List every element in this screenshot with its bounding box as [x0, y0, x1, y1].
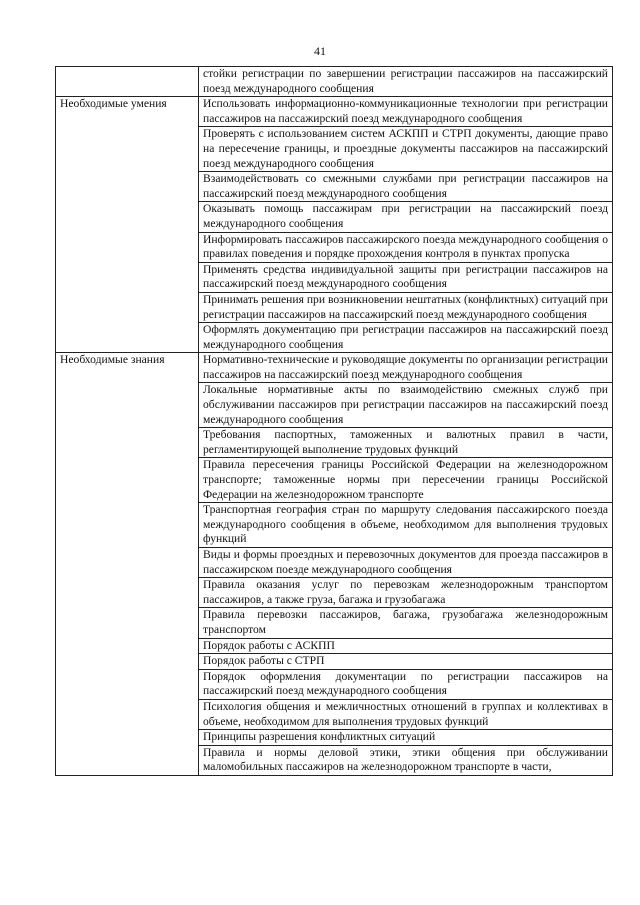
row-label-cell	[56, 67, 199, 97]
row-text-cell: Локальные нормативные акты по взаимодействию смежных служб при обслуживании пассажиров при регистрации пассажиров на пассажирский поезд международного сообщения	[199, 383, 613, 428]
row-text-cell: Порядок работы с АСКПП	[199, 638, 613, 654]
row-text-cell: Информировать пассажиров пассажирского поезда международного сообщения о правилах поведения и порядке прохождения контроля в пунктах пропуска	[199, 232, 613, 262]
row-text-cell: Порядок оформления документации по регистрации пассажиров на пассажирский поезд международного сообщения	[199, 669, 613, 699]
row-text-cell: стойки регистрации по завершении регистрации пассажиров на пассажирский поезд международного сообщения	[199, 67, 613, 97]
row-text-cell: Проверять с использованием систем АСКПП и СТРП документы, дающие право на пересечение границы, и проездные документы пассажиров на пассажирский поезд международного сообщения	[199, 127, 613, 172]
row-text-cell: Правила оказания услуг по перевозкам железнодорожным транспортом пассажиров, а также груза, багажа и грузобагажа	[199, 578, 613, 608]
row-text-cell: Правила пересечения границы Российской Федерации на железнодорожном транспорте; таможенные нормы при пересечении границы Российской Федерации на железнодорожном транспорте	[199, 458, 613, 503]
row-text-cell: Использовать информационно-коммуникационные технологии при регистрации пассажиров на пассажирский поезд международного сообщения	[199, 97, 613, 127]
section-label-skills: Необходимые умения	[56, 97, 199, 353]
row-text-cell: Применять средства индивидуальной защиты при регистрации пассажиров на пассажирский поезд международного сообщения	[199, 262, 613, 292]
job-requirements-table	[55, 66, 613, 776]
table-row	[56, 67, 613, 97]
row-text-cell: Принципы разрешения конфликтных ситуаций	[199, 730, 613, 746]
table-row	[56, 353, 613, 383]
row-text-cell: Психология общения и межличностных отношений в группах и коллективах в объеме, необходимом для выполнения трудовых функций	[199, 699, 613, 729]
row-text-cell: Правила перевозки пассажиров, багажа, грузобагажа железнодорожным транспортом	[199, 608, 613, 638]
row-text-cell: Требования паспортных, таможенных и валютных правил в части, регламентирующей выполнение трудовых функций	[199, 428, 613, 458]
row-text-cell: Оформлять документацию при регистрации пассажиров на пассажирский поезд международного сообщения	[199, 323, 613, 353]
row-text-cell: Нормативно-технические и руководящие документы по организации регистрации пассажиров на пассажирский поезд международного сообщения	[199, 353, 613, 383]
row-text-cell: Правила и нормы деловой этики, этики общения при обслуживании маломобильных пассажиров на железнодорожном транспорте в части,	[199, 745, 613, 775]
section-label-knowledge: Необходимые знания	[56, 353, 199, 776]
table-row	[56, 97, 613, 127]
row-text-cell: Оказывать помощь пассажирам при регистрации на пассажирский поезд международного сообщения	[199, 202, 613, 232]
page-number: 41	[314, 44, 326, 58]
row-text-cell: Порядок работы с СТРП	[199, 654, 613, 670]
row-text-cell: Принимать решения при возникновении нештатных (конфликтных) ситуаций при регистрации пассажиров на пассажирский поезд международного сообщения	[199, 292, 613, 322]
row-text-cell: Виды и формы проездных и перевозочных документов для проезда пассажиров в пассажирском поезде международного сообщения	[199, 548, 613, 578]
row-text-cell: Транспортная география стран по маршруту следования пассажирского поезда международного сообщения в объеме, необходимом для выполнения трудовых функций	[199, 503, 613, 548]
row-text-cell: Взаимодействовать со смежными службами при регистрации пассажиров на пассажирский поезд международного сообщения	[199, 172, 613, 202]
